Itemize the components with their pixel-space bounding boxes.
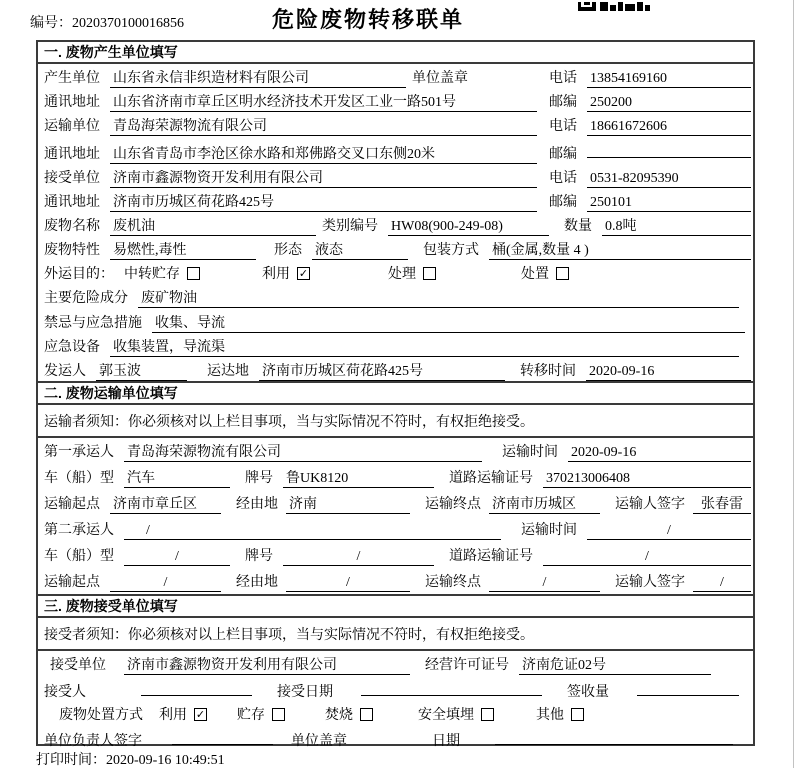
option-label: 焚烧 (325, 708, 353, 723)
row-transporter-unit (38, 112, 753, 136)
road-permit-label: 道路运输证号 (449, 471, 533, 486)
section1-header: 一. 废物产生单位填写 (38, 42, 753, 64)
first-carrier-value: 青岛海荣源物流有限公司 (124, 444, 482, 462)
via-value: / (286, 574, 410, 592)
transport-time-label: 运输时间 (521, 523, 577, 538)
receiver-unit-value: 济南市鑫源物资开发利用有限公司 (110, 170, 537, 188)
transporter-unit-value: 青岛海荣源物流有限公司 (110, 118, 537, 136)
vehicle-type-value: / (124, 548, 230, 566)
phone-value: 0531-82095390 (587, 170, 751, 188)
transfer-date-value: 2020-09-16 (586, 363, 751, 381)
page-title: 危险废物转移联单 (271, 7, 464, 32)
row-responsible-signature (38, 724, 753, 750)
row-left-group (44, 115, 549, 136)
address-label: 通讯地址 (44, 146, 100, 162)
consignor-value: 郭玉波 (96, 363, 187, 381)
license-number-label: 经营许可证号 (425, 658, 509, 673)
phone-label: 电话 (549, 119, 577, 135)
row-second-carrier (38, 516, 753, 542)
road-permit-label: 道路运输证号 (449, 549, 533, 564)
row-route-2 (38, 568, 753, 594)
option-label: 处置 (521, 267, 549, 283)
row-consignor (38, 357, 753, 381)
phone-value: 13854169160 (587, 70, 751, 88)
contraindication-value: 收集、导流 (152, 315, 745, 333)
section2-note: 运输者须知：你必须核对以上栏目事项，当与实际情况不符时，有权拒绝接受。 (38, 405, 753, 438)
destination-value: 济南市历城区荷花路425号 (259, 363, 505, 381)
section3-rows (38, 651, 753, 749)
emergency-equipment-value: 收集装置，导流渠 (110, 339, 739, 357)
zipcode-label: 邮编 (549, 95, 577, 111)
option-other (536, 704, 584, 724)
road-permit-value: 370213006408 (543, 470, 751, 488)
option-label: 利用 (262, 267, 290, 283)
waste-characteristics-label: 废物特性 (44, 243, 100, 259)
address-label: 通讯地址 (44, 95, 100, 111)
date-value (495, 727, 733, 745)
checkbox-utilize: ✓ (298, 266, 309, 280)
main-hazard-label: 主要危险成分 (44, 291, 128, 307)
responsible-signature-value (172, 727, 273, 745)
row-vehicle-2 (38, 542, 753, 568)
option-treat (388, 263, 436, 283)
date-label: 日期 (432, 734, 460, 749)
received-quantity-label: 签收量 (567, 685, 609, 700)
transporter-unit-label: 运输单位 (44, 119, 100, 135)
route-start-label: 运输起点 (44, 497, 100, 512)
producer-unit-label: 产生单位 (44, 71, 100, 86)
option-label: 其他 (536, 708, 564, 723)
receive-date-value (361, 678, 542, 696)
checkbox-other (571, 708, 584, 721)
row-first-carrier (38, 438, 753, 464)
checkbox-incinerate (360, 708, 373, 721)
via-label: 经由地 (236, 497, 278, 512)
row-receiver-unit (38, 164, 753, 188)
via-label: 经由地 (236, 575, 278, 590)
carrier-signature-value: / (693, 574, 751, 592)
consignor-label: 发运人 (44, 363, 86, 379)
producer-unit-value: 山东省永信非织造材料有限公司 (110, 70, 406, 88)
option-label: 利用 (159, 708, 187, 723)
carrier-signature-label: 运输人签字 (615, 497, 685, 512)
receiver-unit-label: 接受单位 (44, 170, 100, 186)
main-hazard-value: 废矿物油 (138, 290, 739, 308)
option-dispose (521, 263, 569, 283)
row-producer-address (38, 88, 753, 112)
contraindication-label: 禁忌与应急措施 (44, 315, 142, 331)
packaging-label: 包装方式 (423, 243, 479, 259)
checkbox-store (272, 708, 285, 721)
vehicle-type-label: 车（船）型 (44, 549, 114, 564)
checkbox-treat (423, 267, 436, 280)
vehicle-type-label: 车（船）型 (44, 471, 114, 486)
option-store (237, 704, 285, 724)
plate-number-label: 牌号 (245, 471, 273, 486)
route-start-label: 运输起点 (44, 575, 100, 590)
plate-number-label: 牌号 (245, 549, 273, 564)
route-end-label: 运输终点 (425, 575, 481, 590)
option-landfill (418, 704, 494, 724)
address-value: 济南市历城区荷花路425号 (110, 194, 537, 212)
category-code-label: 类别编号 (322, 218, 378, 234)
route-start-value: 济南市章丘区 (110, 496, 221, 514)
first-carrier-label: 第一承运人 (44, 445, 114, 460)
row-receiver-address (38, 188, 753, 212)
vehicle-type-value: 汽车 (124, 470, 230, 488)
option-label: 安全填埋 (418, 708, 474, 723)
route-end-label: 运输终点 (425, 497, 481, 512)
transport-time-label: 运输时间 (502, 445, 558, 460)
form-state-value: 液态 (312, 242, 408, 260)
print-time (36, 749, 225, 769)
destination-label: 运达地 (207, 363, 249, 379)
checkbox-landfill (481, 708, 494, 721)
receiver-person-label: 接受人 (44, 685, 86, 700)
row-left-group (44, 91, 549, 112)
quantity-value: 0.8吨 (602, 218, 751, 236)
phone-label: 电话 (549, 170, 577, 186)
section1-rows (38, 64, 753, 381)
print-time-label: 打印时间： (36, 753, 106, 768)
option-transit-storage (124, 263, 200, 283)
waste-name-label: 废物名称 (44, 218, 100, 234)
zipcode-value (587, 140, 751, 158)
waste-characteristics-value: 易燃性,毒性 (110, 242, 256, 260)
phone-value: 18661672606 (587, 118, 751, 136)
row-waste-name (38, 212, 753, 236)
route-end-value: 济南市历城区 (489, 496, 600, 514)
receiving-unit-value: 济南市鑫源物资开发利用有限公司 (124, 657, 410, 675)
zipcode-value: 250101 (587, 194, 751, 212)
print-time-value: 2020-09-16 10:49:51 (106, 753, 225, 768)
receiving-unit-label: 接受单位 (50, 658, 106, 673)
section3-note: 接受者须知：你必须核对以上栏目事项，当与实际情况不符时，有权拒绝接受。 (38, 618, 753, 651)
checkbox-transit-storage (187, 267, 200, 280)
row-disposal-method (38, 701, 753, 724)
row-left-group (44, 191, 549, 212)
packaging-value: 桶(金属,数量 4 ) (489, 242, 751, 260)
waste-name-value: 废机油 (110, 218, 316, 236)
zipcode-value: 250200 (587, 94, 751, 112)
via-value: 济南 (286, 496, 410, 514)
address-value: 山东省济南市章丘区明水经济技术开发区工业一路501号 (110, 94, 537, 112)
row-left-group (44, 67, 549, 88)
emergency-equipment-label: 应急设备 (44, 339, 100, 355)
phone-label: 电话 (549, 71, 577, 86)
qr-code-fragment-icon (578, 0, 650, 9)
receive-date-label: 接受日期 (277, 685, 333, 700)
transport-time-value: 2020-09-16 (568, 444, 751, 462)
responsible-signature-label: 单位负责人签字 (44, 734, 142, 749)
row-receiver-person (38, 675, 753, 701)
plate-number-value: 鲁UK8120 (283, 470, 434, 488)
row-receiving-unit (38, 651, 753, 675)
route-start-value: / (110, 574, 221, 592)
second-carrier-label: 第二承运人 (44, 523, 114, 538)
option-label: 贮存 (237, 708, 265, 723)
serial-value: 2020370100016856 (72, 16, 184, 31)
row-main-hazard (38, 284, 753, 308)
quantity-label: 数量 (564, 218, 592, 234)
page-edge-divider (793, 0, 794, 768)
zipcode-label: 邮编 (549, 194, 577, 210)
row-left-group (44, 167, 549, 188)
carrier-signature-value: 张春雷 (693, 496, 751, 514)
unit-seal-label: 单位盖章 (412, 71, 468, 86)
section3-header: 三. 废物接受单位填写 (38, 594, 753, 618)
plate-number-value: / (283, 548, 434, 566)
option-label: 中转贮存 (124, 267, 180, 283)
carrier-signature-label: 运输人签字 (615, 575, 685, 590)
form-state-label: 形态 (274, 243, 302, 259)
category-code-value: HW08(900-249-08) (388, 218, 549, 236)
unit-seal-label: 单位盖章 (291, 734, 347, 749)
row-route-1 (38, 490, 753, 516)
row-waste-characteristics (38, 236, 753, 260)
transfer-purpose-label: 外运目的： (44, 267, 114, 283)
address-label: 通讯地址 (44, 194, 100, 210)
checkbox-dispose (556, 267, 569, 280)
option-utilize (262, 263, 310, 283)
option-utilize (159, 704, 207, 724)
receiver-person-value (141, 678, 252, 696)
manifest-form (36, 40, 755, 749)
option-label: 处理 (388, 267, 416, 283)
row-contraindication (38, 309, 753, 333)
received-quantity-value (637, 678, 739, 696)
road-permit-value: / (543, 548, 751, 566)
disposal-method-label: 废物处置方式 (59, 708, 143, 723)
row-emergency-equipment (38, 333, 753, 357)
license-number-value: 济南危证02号 (519, 657, 711, 675)
serial-label: 编号： (30, 16, 72, 31)
row-producer-unit (38, 64, 753, 88)
row-vehicle-1 (38, 464, 753, 490)
option-incinerate (325, 704, 373, 724)
checkbox-utilize-receiver: ✓ (195, 707, 206, 721)
transport-time-value: / (587, 522, 751, 540)
section2-header: 二. 废物运输单位填写 (38, 381, 753, 405)
row-transfer-purpose (38, 260, 753, 284)
transfer-date-label: 转移时间 (520, 363, 576, 379)
zipcode-label: 邮编 (549, 146, 577, 162)
route-end-value: / (489, 574, 600, 592)
row-transporter-address (38, 137, 753, 164)
address-value: 山东省青岛市李沧区徐水路和郑佛路交叉口东侧20米 (110, 146, 537, 164)
section2-rows (38, 438, 753, 594)
second-carrier-value: / (124, 522, 501, 540)
row-left-group (44, 143, 549, 164)
